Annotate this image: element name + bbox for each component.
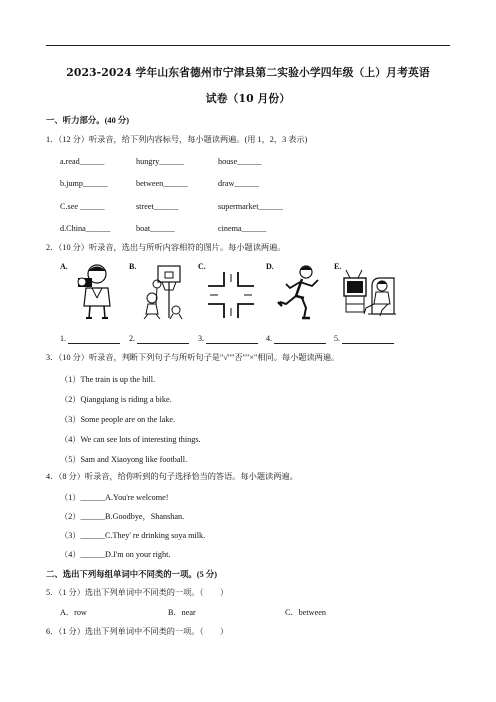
blank-line[interactable] [206, 335, 258, 344]
crossroad-icon [206, 270, 256, 320]
section-heading-listening: 一、听力部分。(40 分) [46, 116, 130, 125]
header-rule [46, 45, 450, 46]
q3-item: （5）Sam and Xiaoyong like football. [60, 455, 188, 464]
section-heading-odd-one-out: 二、选出下列每组单词中不同类的一项。(5 分) [46, 570, 217, 579]
q4-item: （3）______C.They' re drinking soya milk. [60, 531, 206, 540]
blank-number: 5. [334, 334, 340, 343]
question-6: 6．（1 分）选出下列单词中不同类的一项。（ ） [46, 627, 229, 636]
q4-item: （1）______A.You're welcome! [60, 493, 169, 502]
blank-line[interactable] [68, 335, 120, 344]
q1-word: street______ [136, 202, 179, 211]
q1-word: supermarket______ [218, 202, 284, 211]
blank-line[interactable] [342, 335, 394, 344]
q5-option-a: A．row [60, 608, 87, 617]
picture-label-d: D. [266, 262, 274, 271]
answer-blank-4 [266, 334, 326, 344]
picture-label-c: C. [198, 262, 206, 271]
q1-word: draw______ [218, 179, 259, 188]
q1-word: house______ [218, 157, 262, 166]
question-5: 5．（1 分）选出下列单词中不同类的一项。（ ） [46, 588, 229, 597]
q1-word: b.jump______ [60, 179, 108, 188]
answer-blank-3 [198, 334, 258, 344]
q3-item: （2）Qiangqiang is riding a bike. [60, 395, 172, 404]
answer-blank-2 [129, 334, 189, 344]
tv-watching-icon [342, 264, 398, 320]
answer-blank-5 [334, 334, 394, 344]
question-1: 1．（12 分）听录音，给下列内容标号，每小题读两遍。(用 1，2，3 表示) [46, 135, 308, 144]
q3-item: （4）We can see lots of interesting things. [60, 435, 201, 444]
blank-line[interactable] [137, 335, 189, 344]
picture-label-e: E. [334, 262, 342, 271]
q5-option-c: C．between [285, 608, 326, 617]
blank-number: 2. [129, 334, 135, 343]
q3-item: （3）Some people are on the lake. [60, 415, 176, 424]
picture-label-b: B. [129, 262, 137, 271]
q3-item: （1）The train is up the hill. [60, 375, 156, 384]
q1-word: hungry______ [136, 157, 184, 166]
blank-number: 4. [266, 334, 272, 343]
q1-word: a.read______ [60, 157, 105, 166]
question-4: 4．（8 分）听录音，给你听到的句子选择恰当的答语。每小题读两遍。 [46, 472, 298, 481]
picture-label-a: A. [60, 262, 68, 271]
question-3: 3．（10 分）听录音，判断下列句子与所听句子是"√""否""×"相同。每小题读两遍。 [46, 353, 340, 362]
runner-icon [276, 264, 324, 320]
exam-title-line-1: 2023-2024 学年山东省德州市宁津县第二实验小学四年级（上）月考英语 [66, 66, 430, 79]
q4-item: （2）______B.Goodbye，Shanshan. [60, 512, 185, 521]
q1-word: d.China______ [60, 224, 111, 233]
q1-word: C.see ______ [60, 202, 105, 211]
q1-word: cinema______ [218, 224, 267, 233]
q4-item: （4）______D.I'm on your right. [60, 550, 171, 559]
blank-number: 3. [198, 334, 204, 343]
basketball-player-icon [140, 262, 188, 320]
exam-title-line-2: 试卷（10 月份） [205, 92, 291, 105]
answer-blank-1 [60, 334, 120, 344]
q1-word: between______ [136, 179, 188, 188]
blank-line[interactable] [274, 335, 326, 344]
blank-number: 1. [60, 334, 66, 343]
photographer-icon [72, 262, 122, 320]
q1-word: boat______ [136, 224, 175, 233]
q5-option-b: B．near [168, 608, 196, 617]
question-2: 2．（10 分）听录音，选出与所听内容相符的图片。每小题读两遍。 [46, 243, 286, 252]
